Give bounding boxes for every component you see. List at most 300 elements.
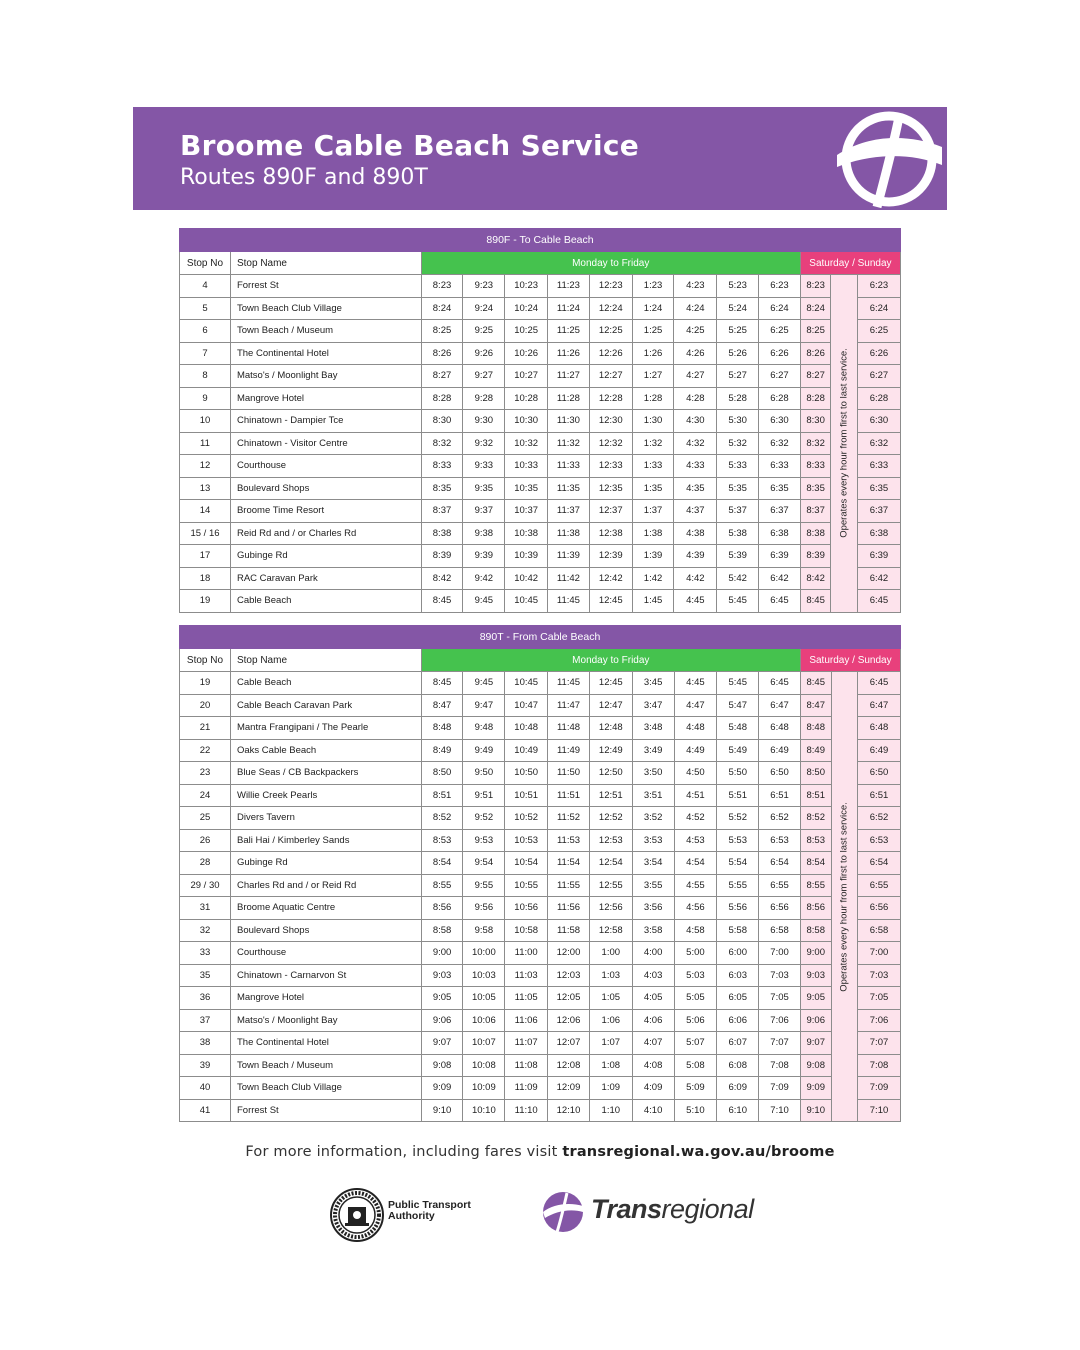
stop-name: Mantra Frangipani / The Pearle <box>230 717 421 740</box>
weekend-last-time: 6:26 <box>857 342 900 365</box>
weekend-last-time: 6:42 <box>857 567 900 590</box>
weekday-time: 6:39 <box>759 545 801 568</box>
weekday-time: 8:54 <box>421 852 463 875</box>
weekend-last-time: 6:50 <box>858 762 901 785</box>
weekday-time: 6:28 <box>759 387 801 410</box>
stop-number: 29 / 30 <box>180 874 231 897</box>
weekday-time: 11:51 <box>548 784 590 807</box>
weekend-last-time: 6:25 <box>857 320 900 343</box>
stop-number: 40 <box>180 1077 231 1100</box>
stop-name: Forrest St <box>230 275 421 298</box>
weekday-time: 11:35 <box>548 477 590 500</box>
timetable-row <box>180 432 901 455</box>
weekday-time: 6:48 <box>759 717 801 740</box>
weekend-last-time: 6:24 <box>857 297 900 320</box>
weekday-time: 4:51 <box>674 784 717 807</box>
weekday-time: 10:49 <box>505 739 548 762</box>
weekday-time: 6:32 <box>759 432 801 455</box>
weekday-time: 9:24 <box>463 297 505 320</box>
weekday-time: 5:28 <box>717 387 759 410</box>
weekday-time: 4:45 <box>674 672 717 695</box>
weekend-first-time: 9:00 <box>800 942 831 965</box>
weekday-time: 10:10 <box>463 1099 505 1122</box>
weekday-time: 8:49 <box>421 739 463 762</box>
weekday-time: 10:55 <box>505 874 548 897</box>
weekday-time: 11:49 <box>548 739 590 762</box>
weekday-time: 10:51 <box>505 784 548 807</box>
weekend-last-time: 6:51 <box>858 784 901 807</box>
timetable-row <box>180 545 901 568</box>
weekend-last-time: 6:23 <box>857 275 900 298</box>
weekend-first-time: 8:45 <box>800 672 831 695</box>
weekday-time: 3:48 <box>632 717 674 740</box>
weekday-time: 4:33 <box>674 455 717 478</box>
weekday-time: 9:55 <box>463 874 505 897</box>
weekend-first-time: 8:50 <box>800 762 831 785</box>
weekday-time: 10:33 <box>505 455 548 478</box>
weekday-time: 12:27 <box>589 365 632 388</box>
weekday-time: 9:53 <box>463 829 505 852</box>
weekday-time: 5:24 <box>717 297 759 320</box>
weekday-time: 12:07 <box>548 1032 590 1055</box>
weekday-time: 6:42 <box>759 567 801 590</box>
weekday-time: 9:58 <box>463 919 505 942</box>
timetable-row <box>180 1009 901 1032</box>
weekday-time: 1:45 <box>632 590 674 613</box>
weekday-time: 10:56 <box>505 897 548 920</box>
weekday-time: 12:39 <box>589 545 632 568</box>
weekend-last-time: 7:06 <box>858 1009 901 1032</box>
weekday-time: 12:09 <box>548 1077 590 1100</box>
timetable-890f <box>179 228 901 613</box>
weekday-time: 12:03 <box>548 964 590 987</box>
timetable-row <box>180 500 901 523</box>
weekday-time: 5:52 <box>717 807 759 830</box>
weekday-time: 9:35 <box>463 477 505 500</box>
weekday-time: 8:23 <box>421 275 463 298</box>
weekday-time: 1:32 <box>632 432 674 455</box>
weekday-time: 10:28 <box>505 387 548 410</box>
weekend-first-time: 8:26 <box>800 342 831 365</box>
stop-number: 39 <box>180 1054 231 1077</box>
weekday-time: 4:09 <box>632 1077 674 1100</box>
weekday-time: 12:05 <box>548 987 590 1010</box>
weekend-first-time: 8:28 <box>800 387 831 410</box>
weekday-time: 12:32 <box>589 432 632 455</box>
weekend-first-time: 9:09 <box>800 1077 831 1100</box>
weekday-time: 12:30 <box>589 410 632 433</box>
pta-line1: Public Transport <box>388 1199 471 1211</box>
stop-name: Town Beach / Museum <box>230 320 421 343</box>
weekday-time: 11:06 <box>505 1009 548 1032</box>
timetable-row <box>180 1099 901 1122</box>
weekday-time: 12:26 <box>589 342 632 365</box>
transregional-logo-icon <box>541 1190 585 1234</box>
weekday-time: 10:07 <box>463 1032 505 1055</box>
weekend-last-time: 6:27 <box>857 365 900 388</box>
weekday-time: 5:50 <box>717 762 759 785</box>
weekend-last-time: 6:58 <box>858 919 901 942</box>
stop-number: 20 <box>180 694 231 717</box>
weekday-time: 11:03 <box>505 964 548 987</box>
weekday-time: 8:25 <box>421 320 463 343</box>
weekday-time: 5:23 <box>717 275 759 298</box>
weekday-time: 12:48 <box>589 717 632 740</box>
weekday-time: 10:32 <box>505 432 548 455</box>
page-title: Broome Cable Beach Service <box>180 129 640 162</box>
stop-name: Town Beach Club Village <box>230 1077 421 1100</box>
weekday-time: 6:51 <box>759 784 801 807</box>
weekend-first-time: 8:47 <box>800 694 831 717</box>
route-title: 890T - From Cable Beach <box>180 626 901 649</box>
weekend-last-time: 7:07 <box>858 1032 901 1055</box>
weekday-time: 5:32 <box>717 432 759 455</box>
weekday-time: 11:24 <box>548 297 590 320</box>
weekday-time: 4:47 <box>674 694 717 717</box>
weekday-time: 5:58 <box>717 919 759 942</box>
stop-number: 36 <box>180 987 231 1010</box>
weekday-time: 10:54 <box>505 852 548 875</box>
weekday-time: 1:06 <box>589 1009 632 1032</box>
stop-no-header: Stop No <box>180 252 231 275</box>
weekday-time: 9:30 <box>463 410 505 433</box>
weekend-first-time: 9:06 <box>800 1009 831 1032</box>
weekend-first-time: 8:55 <box>800 874 831 897</box>
weekday-time: 11:23 <box>548 275 590 298</box>
weekday-time: 9:39 <box>463 545 505 568</box>
stop-number: 35 <box>180 964 231 987</box>
weekday-time: 5:35 <box>717 477 759 500</box>
weekday-time: 8:47 <box>421 694 463 717</box>
weekend-last-time: 6:49 <box>858 739 901 762</box>
transregional-mark-icon <box>807 107 947 210</box>
weekday-time: 6:37 <box>759 500 801 523</box>
weekend-first-time: 8:54 <box>800 852 831 875</box>
stop-name: Broome Time Resort <box>230 500 421 523</box>
weekday-time: 6:55 <box>759 874 801 897</box>
weekday-time: 6:56 <box>759 897 801 920</box>
weekend-first-time: 8:52 <box>800 807 831 830</box>
stop-name: Forrest St <box>230 1099 421 1122</box>
weekend-last-time: 7:00 <box>858 942 901 965</box>
weekday-time: 11:32 <box>548 432 590 455</box>
footer-info <box>0 1144 1080 1160</box>
weekday-time: 4:26 <box>674 342 717 365</box>
weekday-time: 12:35 <box>589 477 632 500</box>
weekday-time: 10:58 <box>505 919 548 942</box>
weekend-last-time: 7:09 <box>858 1077 901 1100</box>
header-banner <box>133 107 947 210</box>
weekday-time: 12:49 <box>589 739 632 762</box>
weekday-time: 3:45 <box>632 672 674 695</box>
weekday-time: 1:24 <box>632 297 674 320</box>
weekend-first-time: 8:27 <box>800 365 831 388</box>
weekday-time: 3:56 <box>632 897 674 920</box>
weekday-time: 12:45 <box>589 672 632 695</box>
pta-line2: Authority <box>388 1210 435 1222</box>
stop-number: 4 <box>180 275 231 298</box>
weekend-first-time: 9:07 <box>800 1032 831 1055</box>
weekday-time: 11:42 <box>548 567 590 590</box>
weekday-time: 6:35 <box>759 477 801 500</box>
weekday-time: 1:10 <box>589 1099 632 1122</box>
weekend-first-time: 8:37 <box>800 500 831 523</box>
timetable-row <box>180 807 901 830</box>
weekday-time: 6:10 <box>717 1099 759 1122</box>
weekday-time: 6:09 <box>717 1077 759 1100</box>
timetable-row <box>180 897 901 920</box>
weekday-time: 12:56 <box>589 897 632 920</box>
weekend-first-time: 8:48 <box>800 717 831 740</box>
weekday-time: 5:42 <box>717 567 759 590</box>
weekday-time: 4:53 <box>674 829 717 852</box>
weekday-time: 4:58 <box>674 919 717 942</box>
weekday-time: 5:09 <box>674 1077 717 1100</box>
weekday-time: 5:56 <box>717 897 759 920</box>
weekend-last-time: 7:03 <box>858 964 901 987</box>
weekend-last-time: 6:37 <box>857 500 900 523</box>
stop-name: The Continental Hotel <box>230 342 421 365</box>
stop-name: Oaks Cable Beach <box>230 739 421 762</box>
weekday-time: 10:47 <box>505 694 548 717</box>
stop-name: Town Beach Club Village <box>230 297 421 320</box>
stop-name: Matso's / Moonlight Bay <box>230 365 421 388</box>
weekday-time: 9:38 <box>463 522 505 545</box>
weekday-time: 12:54 <box>589 852 632 875</box>
weekday-time: 12:42 <box>589 567 632 590</box>
weekday-time: 8:33 <box>421 455 463 478</box>
weekday-time: 7:07 <box>759 1032 801 1055</box>
weekday-time: 8:32 <box>421 432 463 455</box>
weekday-time: 1:23 <box>632 275 674 298</box>
weekday-time: 5:49 <box>717 739 759 762</box>
weekday-time: 4:35 <box>674 477 717 500</box>
weekday-time: 4:56 <box>674 897 717 920</box>
stop-name: Chinatown - Visitor Centre <box>230 432 421 455</box>
weekend-last-time: 6:32 <box>857 432 900 455</box>
weekday-time: 11:30 <box>548 410 590 433</box>
timetable-row <box>180 320 901 343</box>
stop-name-header: Stop Name <box>230 252 421 275</box>
weekday-time: 1:08 <box>589 1054 632 1077</box>
weekday-time: 11:45 <box>548 672 590 695</box>
weekend-last-time: 6:28 <box>857 387 900 410</box>
weekday-time: 11:45 <box>548 590 590 613</box>
weekday-time: 4:23 <box>674 275 717 298</box>
weekday-time: 6:45 <box>759 672 801 695</box>
weekday-time: 5:47 <box>717 694 759 717</box>
weekend-last-time: 6:56 <box>858 897 901 920</box>
weekday-time: 10:39 <box>505 545 548 568</box>
stop-number: 28 <box>180 852 231 875</box>
weekday-time: 11:27 <box>548 365 590 388</box>
stop-name: Boulevard Shops <box>230 477 421 500</box>
timetable-890t <box>179 625 901 1122</box>
weekday-time: 7:05 <box>759 987 801 1010</box>
weekday-time: 8:27 <box>421 365 463 388</box>
weekday-time: 8:53 <box>421 829 463 852</box>
weekday-time: 8:26 <box>421 342 463 365</box>
weekday-time: 11:55 <box>548 874 590 897</box>
weekday-time: 11:28 <box>548 387 590 410</box>
weekday-time: 10:53 <box>505 829 548 852</box>
weekday-time: 5:00 <box>674 942 717 965</box>
weekday-time: 1:05 <box>589 987 632 1010</box>
stop-number: 10 <box>180 410 231 433</box>
weekday-time: 3:53 <box>632 829 674 852</box>
weekday-time: 7:10 <box>759 1099 801 1122</box>
weekday-time: 1:30 <box>632 410 674 433</box>
weekend-first-time: 8:53 <box>800 829 831 852</box>
weekday-time: 8:35 <box>421 477 463 500</box>
weekday-time: 1:35 <box>632 477 674 500</box>
weekday-time: 1:07 <box>589 1032 632 1055</box>
weekday-time: 5:08 <box>674 1054 717 1077</box>
timetable-row <box>180 297 901 320</box>
timetable-row <box>180 275 901 298</box>
stop-number: 23 <box>180 762 231 785</box>
weekday-time: 6:58 <box>759 919 801 942</box>
weekday-time: 4:39 <box>674 545 717 568</box>
page-subtitle: Routes 890F and 890T <box>180 165 428 190</box>
stop-number: 24 <box>180 784 231 807</box>
weekend-first-time: 8:23 <box>800 275 831 298</box>
weekday-time: 10:45 <box>505 590 548 613</box>
weekday-time: 7:03 <box>759 964 801 987</box>
stop-name-header: Stop Name <box>230 649 421 672</box>
weekday-time: 8:28 <box>421 387 463 410</box>
weekday-time: 12:28 <box>589 387 632 410</box>
stop-number: 8 <box>180 365 231 388</box>
weekday-time: 8:30 <box>421 410 463 433</box>
timetable-row <box>180 694 901 717</box>
weekday-time: 5:45 <box>717 672 759 695</box>
stop-name: Matso's / Moonlight Bay <box>230 1009 421 1032</box>
weekend-last-time: 6:52 <box>858 807 901 830</box>
weekend-last-time: 7:08 <box>858 1054 901 1077</box>
timetable-row <box>180 964 901 987</box>
timetable-row <box>180 672 901 695</box>
weekday-time: 4:03 <box>632 964 674 987</box>
weekend-first-time: 8:32 <box>800 432 831 455</box>
weekday-time: 1:37 <box>632 500 674 523</box>
weekday-time: 9:26 <box>463 342 505 365</box>
brand-rest: regional <box>661 1194 754 1224</box>
weekday-time: 9:42 <box>463 567 505 590</box>
weekday-time: 4:50 <box>674 762 717 785</box>
weekday-time: 6:25 <box>759 320 801 343</box>
timetable-row <box>180 874 901 897</box>
timetable-row <box>180 1032 901 1055</box>
weekday-time: 1:42 <box>632 567 674 590</box>
weekday-time: 10:35 <box>505 477 548 500</box>
weekday-time: 6:53 <box>759 829 801 852</box>
stop-name: Chinatown - Dampier Tce <box>230 410 421 433</box>
weekend-first-time: 9:10 <box>800 1099 831 1122</box>
weekday-time: 4:37 <box>674 500 717 523</box>
weekday-time: 12:08 <box>548 1054 590 1077</box>
weekday-time: 5:30 <box>717 410 759 433</box>
weekday-time: 1:38 <box>632 522 674 545</box>
weekday-time: 11:58 <box>548 919 590 942</box>
weekday-time: 10:37 <box>505 500 548 523</box>
hourly-note-text: Operates every hour from first to last service. <box>838 348 850 539</box>
weekday-time: 6:38 <box>759 522 801 545</box>
timetable-row <box>180 410 901 433</box>
weekday-time: 10:06 <box>463 1009 505 1032</box>
weekday-time: 10:50 <box>505 762 548 785</box>
weekend-first-time: 8:33 <box>800 455 831 478</box>
stop-number: 25 <box>180 807 231 830</box>
timetable-row <box>180 477 901 500</box>
stop-number: 14 <box>180 500 231 523</box>
weekend-first-time: 8:35 <box>800 477 831 500</box>
timetable-row <box>180 567 901 590</box>
weekday-time: 10:45 <box>505 672 548 695</box>
weekday-time: 9:54 <box>463 852 505 875</box>
weekday-time: 12:23 <box>589 275 632 298</box>
weekday-time: 12:37 <box>589 500 632 523</box>
weekday-time: 11:10 <box>505 1099 548 1122</box>
weekday-time: 8:39 <box>421 545 463 568</box>
weekend-header: Saturday / Sunday <box>800 252 900 275</box>
weekday-time: 5:05 <box>674 987 717 1010</box>
stop-number: 33 <box>180 942 231 965</box>
weekday-time: 9:05 <box>421 987 463 1010</box>
weekday-time: 11:39 <box>548 545 590 568</box>
timetable-890t-table <box>179 625 901 1122</box>
weekday-time: 10:25 <box>505 320 548 343</box>
weekday-time: 9:25 <box>463 320 505 343</box>
timetable-row <box>180 762 901 785</box>
weekday-time: 1:25 <box>632 320 674 343</box>
weekend-last-time: 6:39 <box>857 545 900 568</box>
stop-name: Gubinge Rd <box>230 545 421 568</box>
weekday-time: 11:47 <box>548 694 590 717</box>
timetable-row <box>180 852 901 875</box>
weekday-time: 11:33 <box>548 455 590 478</box>
stop-name: Cable Beach <box>230 590 421 613</box>
weekday-time: 1:26 <box>632 342 674 365</box>
stop-number: 21 <box>180 717 231 740</box>
timetable-row <box>180 590 901 613</box>
weekday-time: 6:50 <box>759 762 801 785</box>
weekday-time: 3:55 <box>632 874 674 897</box>
weekend-last-time: 6:38 <box>857 522 900 545</box>
hourly-note-text: Operates every hour from first to last service. <box>838 801 850 992</box>
stop-number: 11 <box>180 432 231 455</box>
weekday-time: 10:52 <box>505 807 548 830</box>
weekday-header: Monday to Friday <box>421 252 800 275</box>
weekend-last-time: 7:05 <box>858 987 901 1010</box>
pta-logo <box>330 1188 490 1244</box>
weekday-time: 4:49 <box>674 739 717 762</box>
weekday-time: 9:10 <box>421 1099 463 1122</box>
weekday-time: 4:08 <box>632 1054 674 1077</box>
weekday-time: 5:39 <box>717 545 759 568</box>
weekday-time: 5:10 <box>674 1099 717 1122</box>
footer-info-link[interactable]: transregional.wa.gov.au/broome <box>562 1144 835 1160</box>
weekday-time: 3:47 <box>632 694 674 717</box>
weekday-time: 8:50 <box>421 762 463 785</box>
weekday-time: 4:28 <box>674 387 717 410</box>
weekday-time: 12:25 <box>589 320 632 343</box>
hourly-note <box>831 672 858 1122</box>
weekday-time: 9:50 <box>463 762 505 785</box>
pta-name <box>388 1200 471 1222</box>
weekday-time: 6:45 <box>759 590 801 613</box>
weekday-time: 8:24 <box>421 297 463 320</box>
